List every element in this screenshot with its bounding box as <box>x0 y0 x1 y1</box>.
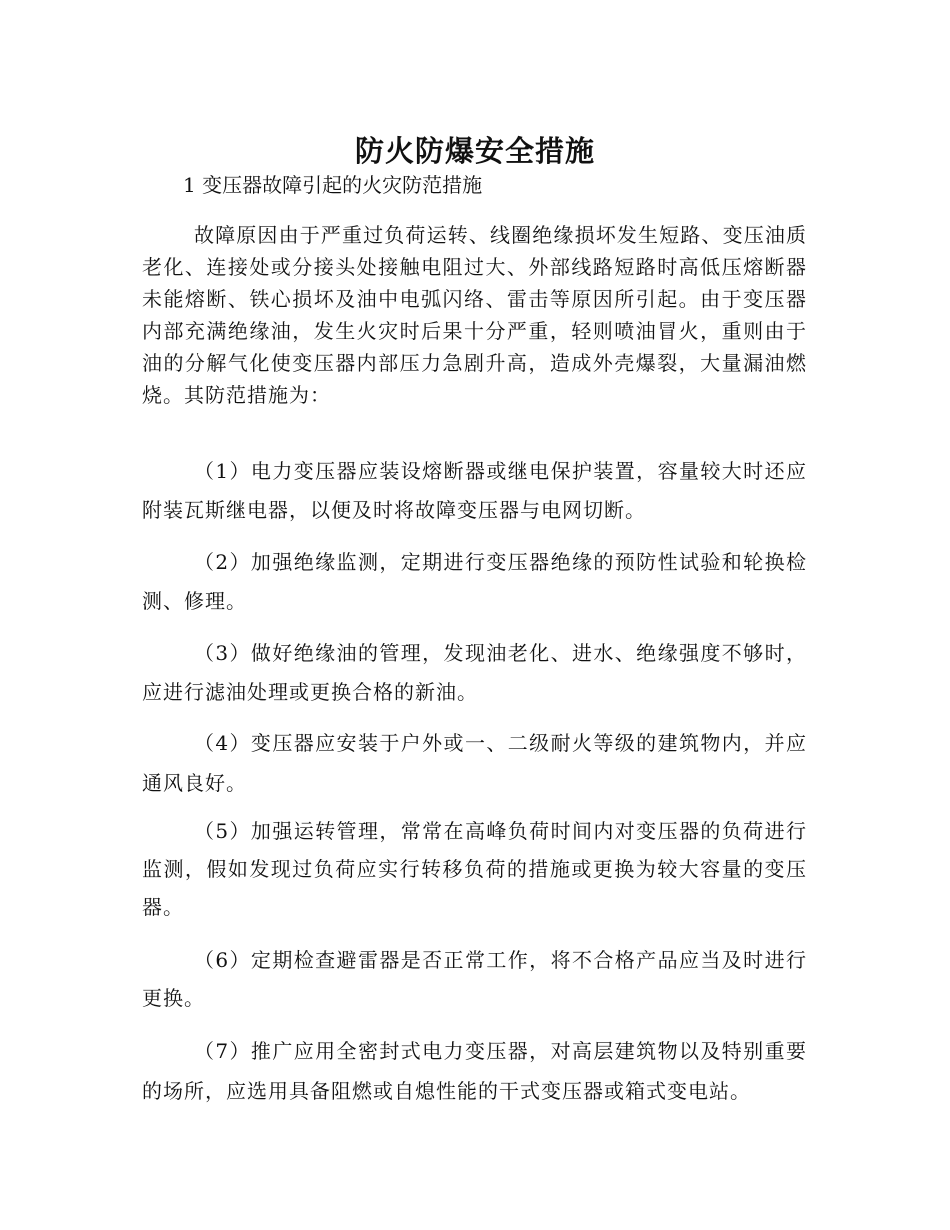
section-heading: 1 变压器故障引起的火灾防范措施 <box>183 173 483 197</box>
measure-6: （6）定期检查避雷器是否正常工作，将不合格产品应当及时进行更换。 <box>142 948 807 1010</box>
measure-7: （7）推广应用全密封式电力变压器，对高层建筑物以及特别重要的场所，应选用具备阻燃或自熄性能的干式变压器或箱式变电站。 <box>142 1039 807 1103</box>
measure-2: （2）加强绝缘监测，定期进行变压器绝缘的预防性试验和轮换检测、修理。 <box>142 550 807 613</box>
measure-5: （5）加强运转管理，常常在高峰负荷时间内对变压器的负荷进行监测，假如发现过负荷应实行转移负荷的措施或更换为较大容量的变压器。 <box>142 819 807 919</box>
measure-1: （1）电力变压器应装设熔断器或继电保护装置，容量较大时还应附装瓦斯继电器，以便及时将故障变压器与电网切断。 <box>142 459 807 522</box>
intro-paragraph: 故障原因由于严重过负荷运转、线圈绝缘损坏发生短路、变压油质老化、连接处或分接头处接触电阻过大、外部线路短路时高低压熔断器未能熔断、铁心损坏及油中电弧闪络、雷击等原因所引起。由于变压器内部充满绝缘油，发生火灾时后果十分严重，轻则喷油冒火，重则由于油的分解气化使变压器内部压力急剧升高，造成外壳爆裂，大量漏油燃烧。其防范措施为： <box>142 223 807 407</box>
measure-4: （4）变压器应安装于户外或一、二级耐火等级的建筑物内，并应通风良好。 <box>142 731 807 795</box>
measure-3: （3）做好绝缘油的管理，发现油老化、进水、绝缘强度不够时，应进行滤油处理或更换合格的新油。 <box>142 641 807 704</box>
document-title: 防火防爆安全措施 <box>354 134 595 169</box>
